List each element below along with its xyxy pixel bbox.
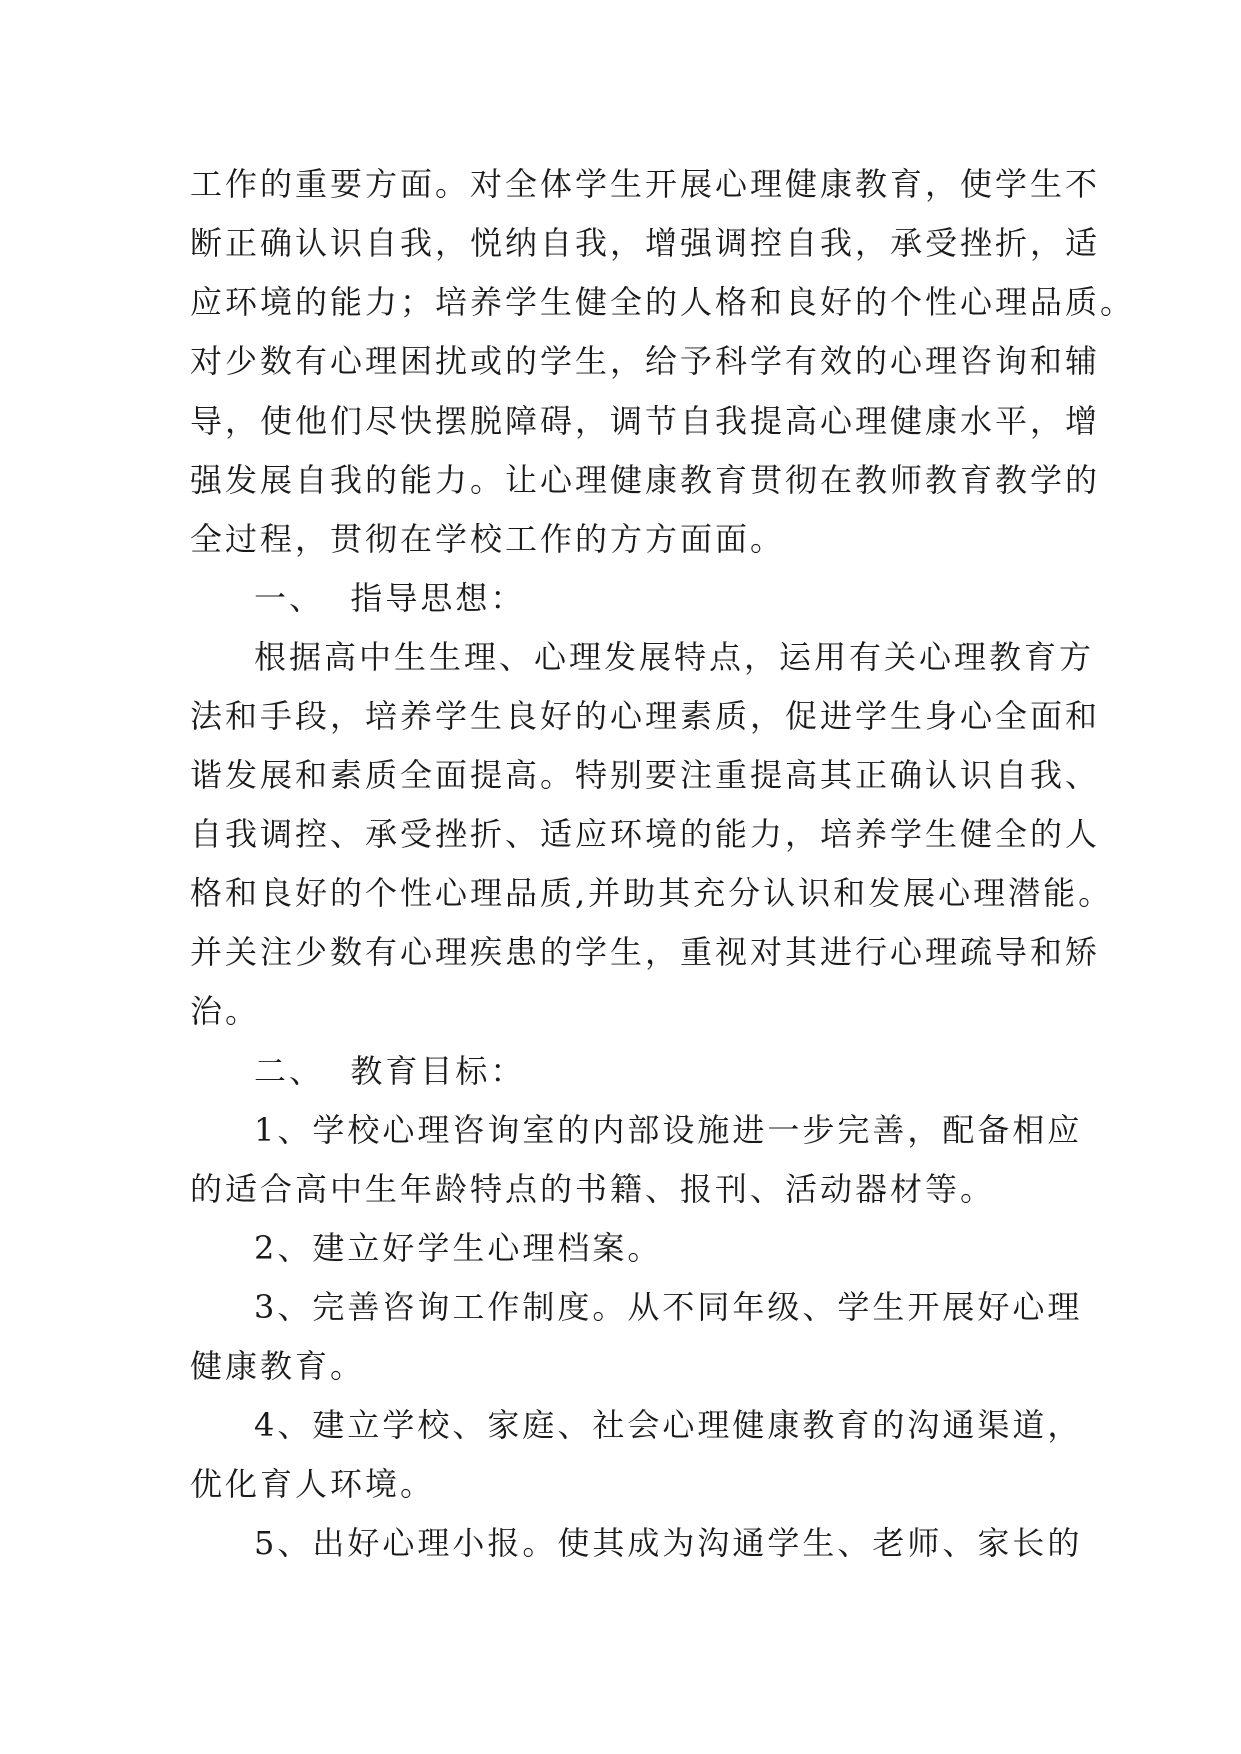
text-line: 的适合高中生年龄特点的书籍、报刊、活动器材等。: [190, 1170, 996, 1208]
section-heading: 二、 教育目标：: [254, 1052, 526, 1090]
text-line: 优化育人环境。: [190, 1465, 436, 1503]
text-line: 治。: [190, 992, 261, 1030]
text-line: 全过程，贯彻在学校工作的方方面面。: [190, 520, 786, 558]
text-line: 谐发展和素质全面提高。特别要注重提高其正确认识自我、: [190, 756, 1101, 794]
text-line: 根据高中生生理、心理发展特点，运用有关心理教育方: [254, 638, 1095, 676]
list-item: 2、建立好学生心理档案。: [254, 1229, 663, 1267]
text-line: 健康教育。: [190, 1347, 366, 1385]
text-line: 工作的重要方面。对全体学生开展心理健康教育，使学生不: [190, 165, 1101, 203]
text-line: 自我调控、承受挫折、适应环境的能力，培养学生健全的人: [190, 815, 1101, 853]
section-heading: 一、 指导思想：: [254, 579, 526, 617]
text-line: 法和手段，培养学生良好的心理素质，促进学生身心全面和: [190, 697, 1101, 735]
list-item: 1、学校心理咨询室的内部设施进一步完善，配备相应: [254, 1111, 1083, 1149]
text-line: 应环境的能力；培养学生健全的人格和良好的个性心理品质。: [190, 283, 1136, 321]
list-item: 3、完善咨询工作制度。从不同年级、学生开展好心理: [254, 1288, 1083, 1326]
text-line: 格和良好的个性心理品质,并助其充分认识和发展心理潜能。: [190, 874, 1114, 912]
text-line: 对少数有心理困扰或的学生，给予科学有效的心理咨询和辅: [190, 342, 1101, 380]
list-item: 5、出好心理小报。使其成为沟通学生、老师、家长的: [254, 1524, 1083, 1562]
text-line: 断正确认识自我，悦纳自我，增强调控自我，承受挫折，适: [190, 224, 1101, 262]
text-line: 并关注少数有心理疾患的学生，重视对其进行心理疏导和矫: [190, 933, 1101, 971]
list-item: 4、建立学校、家庭、社会心理健康教育的沟通渠道，: [254, 1406, 1083, 1444]
text-line: 导，使他们尽快摆脱障碍，调节自我提高心理健康水平，增: [190, 402, 1101, 440]
text-line: 强发展自我的能力。让心理健康教育贯彻在教师教育教学的: [190, 461, 1101, 499]
